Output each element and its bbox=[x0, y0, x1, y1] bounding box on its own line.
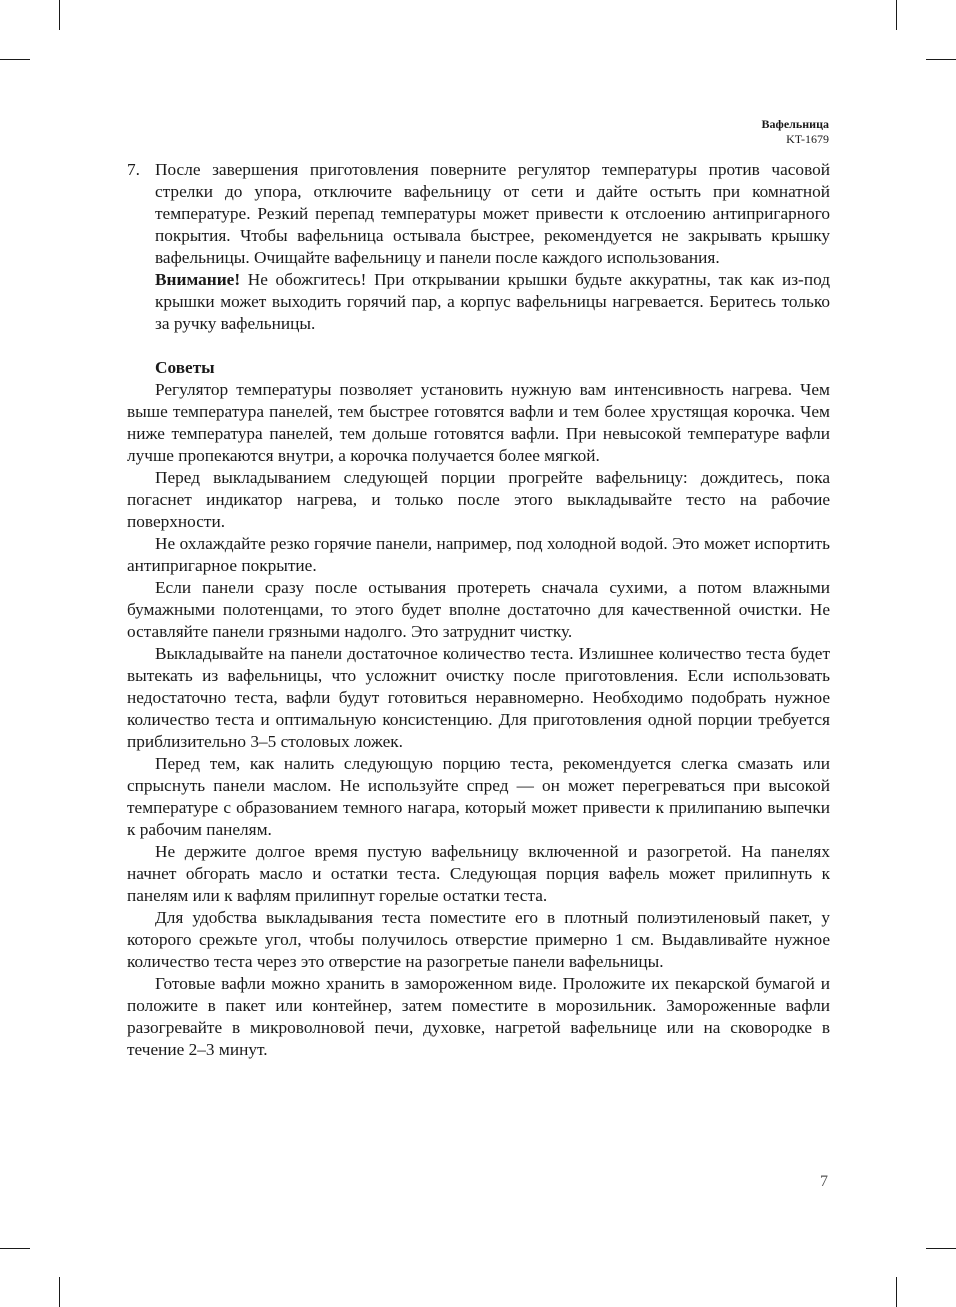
crop-mark-bottom-right bbox=[896, 1277, 897, 1307]
crop-mark-bottom-left bbox=[59, 1277, 60, 1307]
tip-paragraph-3: Не охлаждайте резко горячие панели, например, под холодной водой. Это может испортить антипригарное покрытие. bbox=[127, 534, 830, 575]
tip-paragraph-5: Выкладывайте на панели достаточное количество теста. Излишнее количество теста будет вытекать из вафельницы, что усложнит очистку после приготовления. Если использовать недостаточно теста, вафли будут готовиться неравномерно. Необходимо подобрать нужное количество теста и оптимальную консистенцию. Для приготовления одной порции требуется приблизительно 3–5 столовых ложек. bbox=[127, 644, 830, 751]
step-7 bbox=[127, 159, 830, 335]
page-number: 7 bbox=[820, 1173, 828, 1190]
section-title-tips: Советы bbox=[155, 358, 215, 377]
step-number: 7. bbox=[127, 160, 140, 179]
page-body bbox=[127, 159, 830, 1061]
crop-mark-top-right bbox=[896, 0, 897, 30]
tip-paragraph-2: Перед выкладыванием следующей порции прогрейте вафельницу: дождитесь, пока погаснет индикатор нагрева, и только после этого выкладывайте тесто на рабочие поверхности. bbox=[127, 468, 830, 531]
tip-paragraph-7: Не держите долгое время пустую вафельницу включенной и разогретой. На панелях начнет обгорать масло и остатки теста. Следующая порция вафель может прилипнуть к панелям или к вафлям прилипнут горелые остатки теста. bbox=[127, 842, 830, 905]
warning-text: Не обожгитесь! При открывании крышки будьте аккуратны, так как из-под крышки может выходить горячий пар, а корпус вафельницы нагревается. Беритесь только за ручку вафельницы. bbox=[155, 270, 830, 333]
crop-mark-top-left bbox=[59, 0, 60, 30]
step-7-text: После завершения приготовления поверните регулятор температуры против часовой стрелки до упора, отключите вафельницу от сети и дайте остыть при комнатной температуре. Резкий перепад температуры может привести к отслоению антипригарного покрытия. Чтобы вафельница остывала быстрее, рекомендуется не закрывать крышку вафельницы. Очищайте вафельницу и панели после каждого использования. bbox=[155, 160, 830, 267]
crop-mark-left-top bbox=[0, 59, 30, 60]
tip-paragraph-9: Готовые вафли можно хранить в замороженном виде. Проложите их пекарской бумагой и положите в пакет или контейнер, затем поместите в морозильник. Замороженные вафли разогревайте в микроволновой печи, духовке, нагретой вафельнице или на сковородке в течение 2–3 минут. bbox=[127, 974, 830, 1059]
crop-mark-right-top bbox=[926, 59, 956, 60]
running-header bbox=[762, 117, 829, 147]
warning-paragraph bbox=[155, 269, 830, 335]
header-title: Вафельница bbox=[761, 117, 829, 131]
tip-paragraph-1: Регулятор температуры позволяет установить нужную вам интенсивность нагрева. Чем выше температура панелей, тем быстрее готовятся вафли и тем более хрустящая корочка. Чем ниже температура панелей, тем дольше готовятся вафли. При невысокой температуре вафли лучше пропекаются внутри, а корочка получается более мягкой. bbox=[127, 380, 830, 465]
crop-mark-left-bottom bbox=[0, 1248, 30, 1249]
tip-paragraph-4: Если панели сразу после остывания протереть сначала сухими, а потом влажными бумажными полотенцами, то этого будет вполне достаточно для качественной очистки. Не оставляйте панели грязными надолго. Это затруднит чистку. bbox=[127, 578, 830, 641]
tip-paragraph-6: Перед тем, как налить следующую порцию теста, рекомендуется слегка смазать или спрыснуть панели маслом. Не используйте спред — он может перегреваться при высокой температуре с образованием темного нагара, который может привести к прилипанию выпечки к рабочим панелям. bbox=[127, 754, 830, 839]
crop-mark-right-bottom bbox=[926, 1248, 956, 1249]
header-model: KT-1679 bbox=[786, 132, 829, 146]
tip-paragraph-8: Для удобства выкладывания теста поместите его в плотный полиэтиленовый пакет, у которого срежьте угол, чтобы получилось отверстие примерно 1 см. Выдавливайте нужное количество теста через это отверстие на разогретые панели вафельницы. bbox=[127, 908, 830, 971]
warning-label: Внимание! bbox=[155, 270, 241, 289]
